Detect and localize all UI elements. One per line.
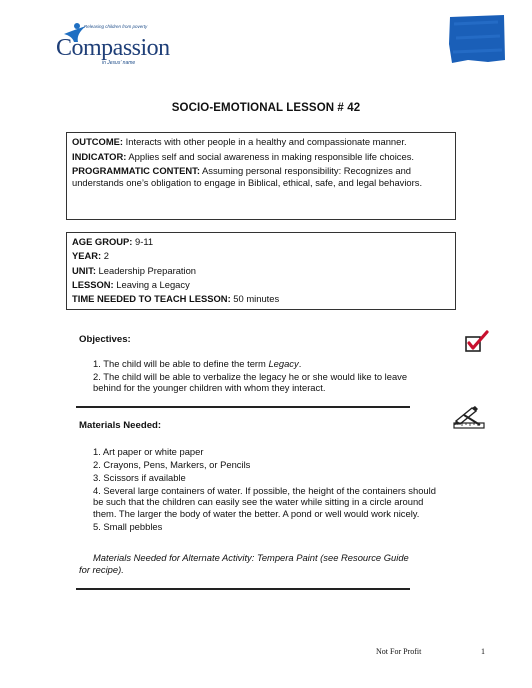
objectives-list — [93, 358, 431, 394]
objective-item: 2. The child will be able to verbalize the legacy he or she would like to leave behind for the younger children with whom they interact. — [93, 370, 408, 393]
page-number: 1 — [481, 647, 485, 656]
outcome-label: OUTCOME: — [72, 136, 124, 147]
year-label: YEAR: — [72, 250, 102, 262]
unit-label: UNIT: — [72, 264, 96, 276]
logo-tagline: Releasing children from poverty — [84, 24, 148, 29]
outcome-line — [72, 136, 450, 148]
material-item: 4. Several large containers of water. If possible, the height of the containers should be such that the children can easily see the water while sitting in a circle around them. The larger the body of water the better. A pond or well would work nicely. — [93, 484, 436, 519]
material-item: 3. Scissors if available — [93, 471, 186, 483]
divider — [76, 406, 410, 408]
material-item: 1. Art paper or white paper — [93, 446, 204, 457]
blue-brush-block — [448, 14, 506, 64]
time-value: 50 minutes — [230, 293, 280, 305]
material-item: 5. Small pebbles — [93, 520, 163, 532]
footer-not-for-profit: Not For Profit — [376, 647, 422, 656]
pencil-ruler-icon — [450, 405, 488, 431]
materials-heading: Materials Needed: — [79, 420, 162, 431]
indicator-text: Applies self and social awareness in making responsible life choices. — [126, 150, 414, 162]
lesson-info-box — [66, 232, 456, 310]
checkbox-check-icon — [464, 330, 490, 354]
age-label: AGE GROUP: — [72, 236, 133, 247]
lesson-line — [72, 279, 450, 291]
unit-value: Leadership Preparation — [95, 264, 197, 276]
time-line — [72, 293, 450, 305]
age-value: 9-11 — [132, 236, 154, 247]
logo-subline: in Jesus' name — [102, 60, 136, 66]
content-text: Assuming personal responsibility: Recognizes and understands one’s obligation to engage in Biblical, ethical, safe, and legal behaviors. — [72, 165, 423, 188]
objectives-heading: Objectives: — [79, 334, 131, 345]
outcome-text: Interacts with other people in a healthy and compassionate manner. — [123, 136, 407, 147]
time-label: TIME NEEDED TO TEACH LESSON: — [72, 293, 231, 305]
age-line — [72, 236, 450, 248]
indicator-line — [72, 151, 450, 163]
indicator-label: INDICATOR: — [72, 150, 127, 162]
objective-item: 1. The child will be able to define the term Legacy. — [93, 358, 302, 369]
content-label: PROGRAMMATIC CONTENT: — [72, 165, 200, 176]
compassion-logo — [50, 22, 170, 68]
legacy-term: Legacy — [268, 358, 299, 369]
content-line — [72, 165, 450, 188]
year-line — [72, 250, 450, 262]
outcome-box — [66, 132, 456, 220]
year-value: 2 — [101, 250, 109, 262]
lesson-label: LESSON: — [72, 278, 114, 290]
lesson-value: Leaving a Legacy — [113, 278, 190, 290]
materials-list — [93, 446, 443, 532]
unit-line — [72, 265, 450, 277]
lesson-title: SOCIO-EMOTIONAL LESSON # 42 — [171, 102, 361, 114]
alternate-materials: Materials Needed for Alternate Activity: Tempera Paint (see Resource Guide for recipe). — [79, 552, 409, 575]
material-item: 2. Crayons, Pens, Markers, or Pencils — [93, 458, 251, 470]
logo-wordmark: Compassion — [56, 35, 170, 61]
divider — [76, 588, 410, 590]
